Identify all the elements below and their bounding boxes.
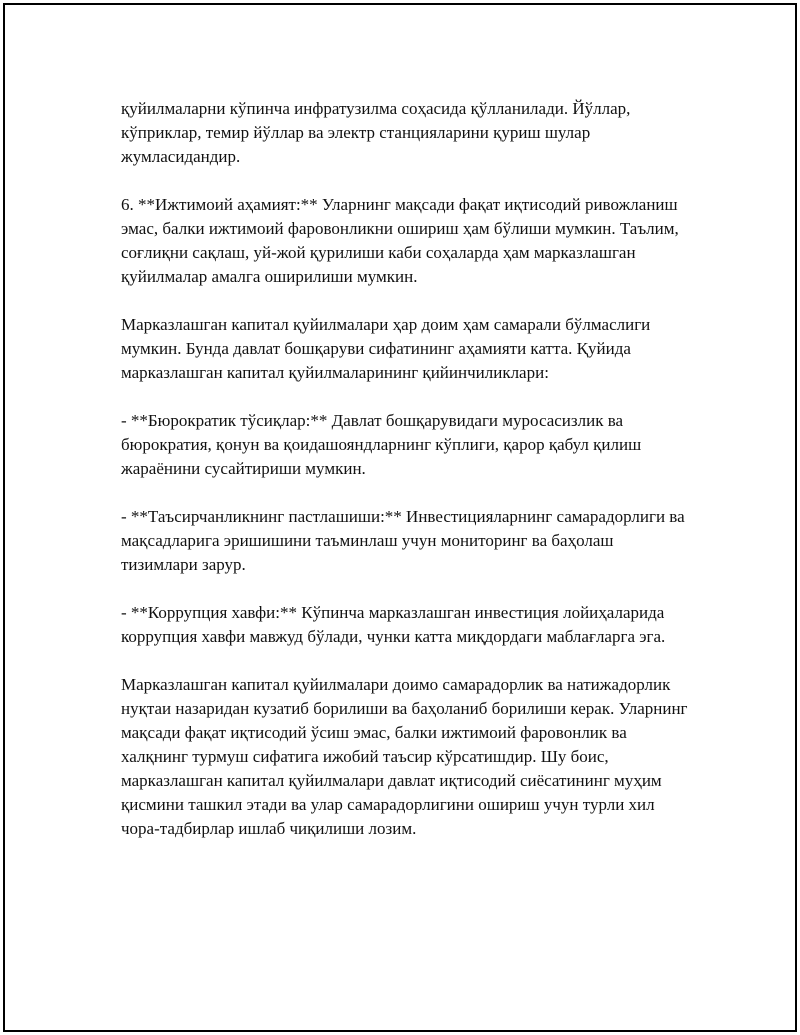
list-item-corruption: - **Коррупция хавфи:** Кўпинча марказлашган инвестиция лойиҳаларида коррупция хавфи мавжуд бўлади, чунки катта миқдордаги маблағларга эга. — [121, 603, 666, 646]
list-item-bureaucracy: - **Бюрократик тўсиқлар:** Давлат бошқарувидаги муросасизлик ва бюрократия, қонун ва қоидашояндларнинг кўплиги, қарор қабул қилиш жараёнини сусайтириши мумкин. — [121, 411, 642, 478]
document-page — [3, 3, 797, 1032]
paragraph-conclusion: Марказлашган капитал қуйилмалари доимо самарадорлик ва натижадорлик нуқтаи назаридан кузатиб борилиши ва баҳоланиб борилиши керак. Уларнинг мақсади фақат иқтисодий ўсиш эмас, балки ижтимоий фаровонлик ва халқнинг турмуш сифатига ижобий таъсир кўрсатишдир. Шу боис, марказлашган капитал қуйилмалари давлат иқтисодий сиёсатининг муҳим қисмини ташкил этади ва улар самарадорлигини ошириш учун турли хил чора-тадбирлар ишлаб чиқилиши лозим. — [121, 675, 688, 838]
paragraph-social-importance: 6. **Ижтимоий аҳамият:** Уларнинг мақсади фақат иқтисодий ривожланиш эмас, балки ижтимоий фаровонликни ошириш ҳам бўлиши мумкин. Таълим, соғлиқни сақлаш, уй-жой қурилиши каби соҳаларда ҳам марказлашган қуйилмалар амалга оширилиши мумкин. — [121, 195, 679, 286]
paragraph-challenges-intro: Марказлашган капитал қуйилмалари ҳар доим ҳам самарали бўлмаслиги мумкин. Бунда давлат бошқаруви сифатининг аҳамияти катта. Қуйида марказлашган капитал қуйилмаларининг қийинчиликлари: — [121, 315, 651, 382]
list-item-efficiency: - **Таъсирчанликнинг пастлашиши:** Инвестицияларнинг самарадорлиги ва мақсадларига эришишини таъминлаш учун мониторинг ва баҳолаш тизимлари зарур. — [121, 507, 685, 574]
document-body — [121, 97, 691, 841]
paragraph-infrastructure: қуйилмаларни кўпинча инфратузилма соҳасида қўлланилади. Йўллар, кўприклар, темир йўллар ва электр станцияларини қуриш шулар жумласидандир. — [121, 99, 631, 166]
